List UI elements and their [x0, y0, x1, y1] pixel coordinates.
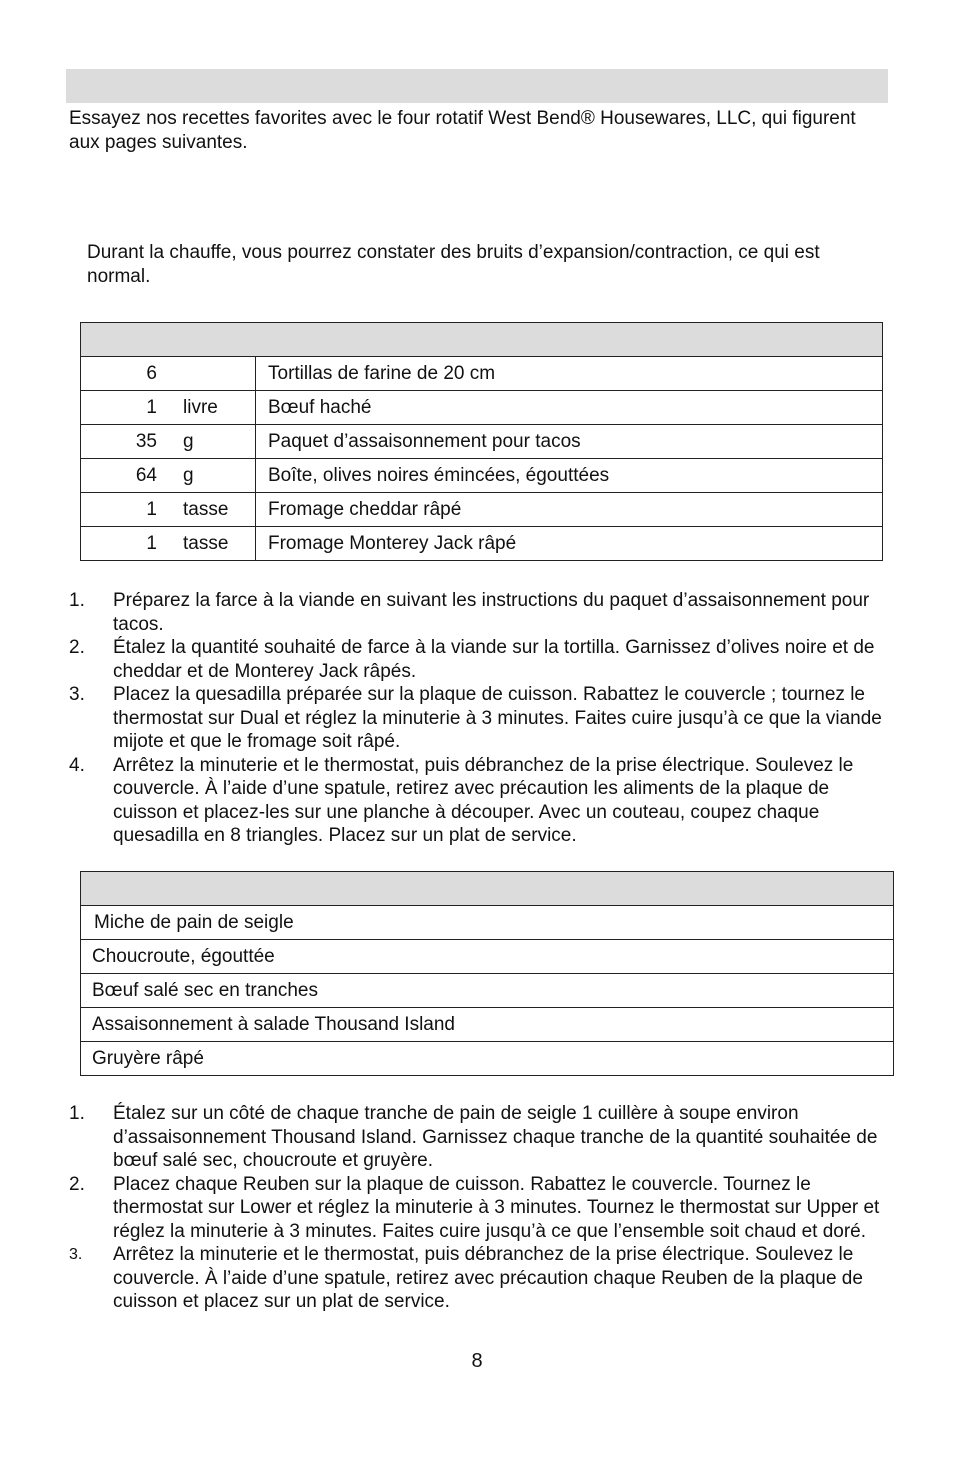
ingredient-unit: tasse [183, 533, 229, 554]
section-header-bar [66, 69, 888, 103]
step-text: Placez la quesadilla préparée sur la plaque de cuisson. Rabattez le couvercle ; tournez le thermostat sur Dual et réglez la minuterie à 3 minutes. Faites cuire jusqu’à ce que la viande mijote et que le fromage soit râpé. [113, 684, 882, 752]
quesadilla-steps [69, 589, 891, 848]
heating-note: Durant la chauffe, vous pourrez constater des bruits d’expansion/contraction, ce qui est normal. [87, 242, 820, 287]
ingredient-qty: 6 [146, 363, 157, 384]
list-item [69, 1173, 884, 1244]
step-text: Étalez sur un côté de chaque tranche de pain de seigle 1 cuillère à soupe environ d’assaisonnement Thousand Island. Garnissez chaque tranche de la quantité souhaitée de bœuf salé sec, choucroute et gruyère. [113, 1103, 878, 1171]
ingredient-qty: 1 [146, 499, 157, 520]
table-row [81, 974, 894, 1008]
step-text: Préparez la farce à la viande en suivant les instructions du paquet d’assaisonnement pour tacos. [113, 590, 870, 635]
page-number: 8 [471, 1350, 483, 1372]
reuben-steps [69, 1102, 884, 1314]
list-item [69, 589, 891, 636]
table-row [81, 357, 883, 391]
table-row [81, 493, 883, 527]
list-item [69, 683, 891, 754]
table-row [81, 940, 894, 974]
step-number: 1. [69, 1103, 85, 1124]
quesadilla-ingredients-table [80, 322, 883, 561]
list-item [69, 1102, 884, 1173]
step-number: 1. [69, 590, 85, 611]
table-row [81, 459, 883, 493]
ingredient-name: Fromage cheddar râpé [256, 493, 883, 527]
step-number: 3. [69, 1246, 83, 1263]
ingredient-name: Boîte, olives noires émincées, égouttées [256, 459, 883, 493]
ingredient-unit: livre [183, 397, 218, 418]
list-item [69, 1243, 884, 1314]
intro-text: Essayez nos recettes favorites avec le four rotatif West Bend® Housewares, LLC, qui figurent aux pages suivantes. [69, 108, 856, 153]
table-row [81, 906, 894, 940]
step-number: 2. [69, 1173, 85, 1195]
step-text: Étalez la quantité souhaité de farce à la viande sur la tortilla. Garnissez d’olives noire et de cheddar et de Monterey Jack râpés. [113, 637, 875, 682]
ingredient-name: Bœuf haché [256, 391, 883, 425]
table-header-row [81, 872, 894, 906]
step-number: 4. [69, 754, 85, 776]
table-row [81, 527, 883, 561]
ingredient-name: Paquet d’assaisonnement pour tacos [256, 425, 883, 459]
ingredient-name: Assaisonnement à salade Thousand Island [81, 1008, 894, 1042]
ingredient-qty: 35 [135, 431, 157, 452]
table-row [81, 425, 883, 459]
ingredient-qty: 1 [146, 397, 157, 418]
ingredient-name: Bœuf salé sec en tranches [81, 974, 894, 1008]
table-header-row [81, 323, 883, 357]
ingredient-name: Tortillas de farine de 20 cm [256, 357, 883, 391]
step-number: 2. [69, 637, 85, 658]
step-number: 3. [69, 684, 85, 705]
ingredient-name: Fromage Monterey Jack râpé [256, 527, 883, 561]
step-text: Placez chaque Reuben sur la plaque de cuisson. Rabattez le couvercle. Tournez le thermostat sur Lower et réglez la minuterie à 3 minutes. Tournez le thermostat sur Upper et réglez la minuterie à 3 minutes. Faites cuire jusqu’à ce que l’ensemble soit chaud et doré. [113, 1173, 880, 1242]
step-text: Arrêtez la minuterie et le thermostat, puis débranchez de la prise électrique. Soulevez le couvercle. À l’aide d’une spatule, retirez avec précaution chaque Reuben de la plaque de cuisson et placez sur un plat de service. [113, 1244, 863, 1312]
table-row [81, 1008, 894, 1042]
table-row [81, 391, 883, 425]
ingredient-name: Miche de pain de seigle [81, 906, 894, 940]
list-item [69, 754, 891, 848]
list-item [69, 636, 891, 683]
ingredient-unit: tasse [183, 499, 229, 520]
ingredient-qty: 64 [135, 465, 157, 486]
ingredient-unit: g [183, 465, 194, 486]
ingredient-name: Choucroute, égouttée [81, 940, 894, 974]
ingredient-unit: g [183, 431, 194, 452]
ingredient-name: Gruyère râpé [81, 1042, 894, 1076]
reuben-ingredients-table [80, 871, 894, 1076]
ingredient-qty: 1 [146, 533, 157, 554]
table-row [81, 1042, 894, 1076]
step-text: Arrêtez la minuterie et le thermostat, puis débranchez de la prise électrique. Soulevez le couvercle. À l’aide d’une spatule, retirez avec précaution les aliments de la plaque de cuisson et placez-les sur une planche à découper. Avec un couteau, coupez chaque quesadilla en 8 triangles. Placez sur un plat de service. [113, 754, 854, 846]
